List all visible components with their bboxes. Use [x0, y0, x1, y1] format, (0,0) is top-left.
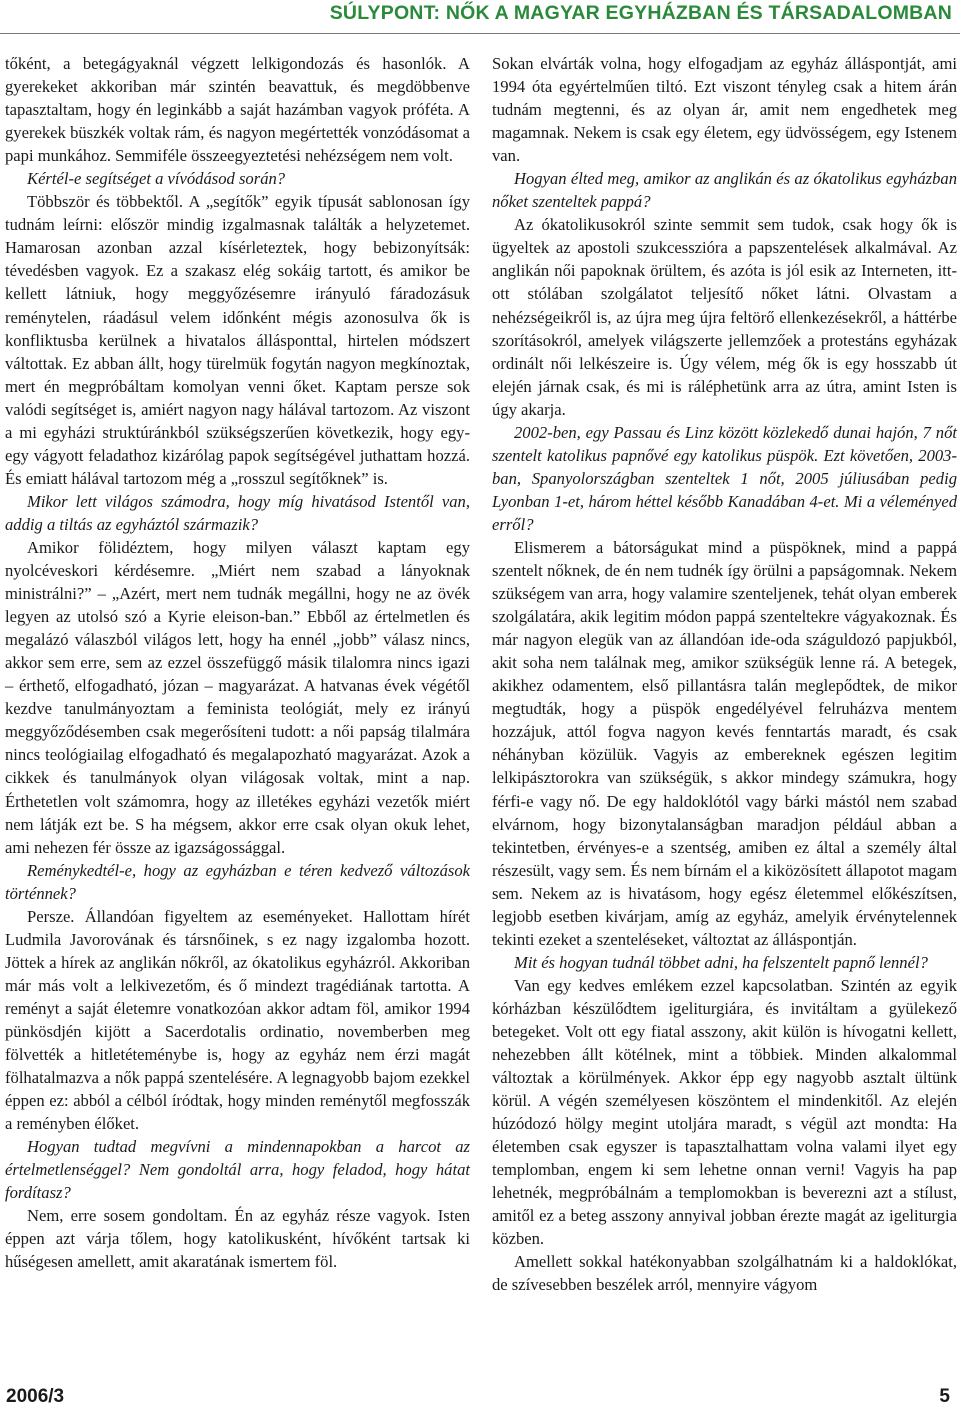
header-rule — [0, 33, 960, 34]
interview-answer: Elismerem a bátorságukat mind a püspöknek, mind a pappá szentelt nőknek, de én nem tudnék így örülni a papságomnak. Nekem szükségem van arra, hogy valamire szenteljenek, tehát olyan emberek szolgálatára, akik legitim módon pappá szenteltekre vágyakoznak. És már nagyon elegük van az állandóan ide-oda száguldozó papjukból, akit soha nem találnak meg, amikor szükségük lenne rá. A betegek, akikhez odamentem, első pillantásra talán meglepődtek, de mikor megtudták, hogy a püspök engedélyével felruházva mentem hozzájuk, attól fogva nagyon kevés fenntartás maradt, és csak néhányban közülük. Vagyis az embereknek egészen legitim lelkipásztorokra van szükségük, s akkor mindegy számukra, hogy férfi-e vagy nő. De egy haldoklótól vagy bárki mástól nem szabad elvárnom, hogy bizonytalanságban maradjon például abban a tekintetben, érvényes-e a szentség, amiben ez által a személy által részesült, vagy sem. És nem bírnám el a kiközösített állapotot magam sem. Nekem az is hivatásom, hogy egész életemmel előkészítsen, legjobb esetben kivárjam, amíg az egyház, amelyik érvénytelennek tekinti ezeket a szenteléseket, változtat az álláspontján. — [492, 537, 957, 949]
left-column — [5, 52, 470, 1273]
interview-question: 2002-ben, egy Passau és Linz között közlekedő dunai hajón, 7 nőt szentelt katolikus papnővé egy katolikus püspök. Ezt követően, 2003-ban, Spanyolországban szenteltek 1 nőt, 2005 júliusában pedig Lyonban 1-et, három héttel később Kanadában 4-et. Mi a véleményed erről? — [492, 422, 957, 534]
interview-answer: Amikor fölidéztem, hogy milyen választ kaptam egy nyolcéveskori kérdésemre. „Miért nem szabad a lányoknak ministrálni?” – „Azért, mert nem tudnák megállni, hogy ne az övék legyen az utolsó szó a Kyrie eleison-ban.” Ebből az értelmetlen és megalázó válaszból világos lett, hogy ha ennél „jobb” válasz nincs, akkor sem erre, sem az ezzel összefüggő másik tilalomra nincs igazi – érthető, elfogadható, józan – magyarázat. A hatvanas évek végétől kezdve tanulmányoztam a feminista teológiát, mely ez irányú meggyőződésemben csak megerősíteni tudott: a női papság tilalmára nincs teológiailag elfogadható és megalapozható magyarázat. Azok a cikkek és tanulmányok olyan világosak voltak, mint a nap. Érthetetlen volt számomra, hogy az illetékes egyházi vezetők miért nem látják ezt be. S ha mégsem, akkor erre csak olyan okuk lehet, ami nehezen fér össze az igazságossággal. — [5, 537, 470, 857]
interview-answer: Sokan elvárták volna, hogy elfogadjam az egyház álláspontját, ami 1994 óta egyértelműen tiltó. Ezt viszont tényleg csak a hitem árán tudnám megtenni, és az olyan ár, amit nem engedhetek meg magamnak. Nekem is csak egy életem, egy üdvösségem, egy Istenem van. — [492, 54, 957, 166]
page-number: 5 — [939, 1386, 950, 1407]
right-column — [492, 52, 957, 1297]
interview-answer: Nem, erre sosem gondoltam. Én az egyház része vagyok. Isten éppen azt várja tőlem, hogy katolikusként, hívőként tartsak ki hűségesen amellett, amit akaratának ismertem föl. — [5, 1206, 470, 1272]
interview-question: Mikor lett világos számodra, hogy míg hivatásod Istentől van, addig a tiltás az egyháztól származik? — [5, 491, 470, 534]
interview-answer: Van egy kedves emlékem ezzel kapcsolatban. Szintén az egyik kórházban készülődtem igeliturgiára, és invitáltam a gyülekező betegeket. Volt ott egy fiatal asszony, akit külön is hívogatni kellett, nehezebben állt kötélnek, mint a többiek. Minden alkalommal változtak a körülmények. Akkor épp egy nagyobb asztalt ültünk körül. A végén személyesen köszöntem el mindenkitől. Az elején húzódozó hölgy megint utoljára maradt, s végül azt mondta: Ha életemben csak egyszer is tapasztalhattam volna valami ilyet egy templomban, engem ki sem lehetne onnan verni! Vagyis ha pap lehetnék, megpróbálnám a templomokban is beverezni azt a stílust, amitől ez a beteg asszony annyival jobban érezte magát az igeliturgia közben. — [492, 975, 957, 1249]
interview-question: Hogyan tudtad megvívni a mindennapokban a harcot az értelmetlenséggel? Nem gondoltál arra, hogy feladod, hogy hátat fordítasz? — [5, 1137, 470, 1203]
interview-question: Hogyan élted meg, amikor az anglikán és az ókatolikus egyházban nőket szenteltek pappá? — [492, 169, 957, 212]
interview-answer: tőként, a betegágyaknál végzett lelkigondozás és hasonlók. A gyerekeket akkoriban már szintén beavattuk, és megdöbbenve tapasztaltam, hogy én leginkább a saját hazámban vagyok próféta. A gyerekek büszkék voltak rám, és nagyon megértették vonzódásomat a papi munkához. Semmiféle összeegyeztetési nehézségem nem volt. — [5, 54, 470, 166]
issue-number: 2006/3 — [6, 1386, 65, 1407]
interview-answer: Amellett sokkal hatékonyabban szolgálhatnám ki a haldoklókat, de szívesebben beszélek arról, mennyire vágyom — [492, 1252, 957, 1295]
interview-answer: Többször és többektől. A „segítők” egyik típusát sablonosan így tudnám leírni: először mindig izgalmasnak találták a helyzetemet. Hamarosan azonban azzal kísérleteztek, hogy bebizonyítsák: tévedésben vagyok. Ez a szakasz elég sokáig tartott, és amikor be kellett látniuk, hogy meggyőzésemre irányuló fáradozásuk reménytelen, ráadásul velem időnként mégis azonosulva ők is konfliktusba kerülnek a hivatalos állásponttal, hirtelen módszert váltottak. Ez abban állt, hogy türelmük fogytán nagyon megkínoztak, mert én megpróbáltam komolyan venni őket. Kaptam persze sok valódi segítséget is, amiért nagyon nagy hálával tartozom. Az viszont a mi egyházi struktúránkból szükségszerűen következik, hogy egy-egy vágyott feladathoz kizárólag papok segítségével juthattam hozzá. És emiatt hálával tartozom még a „rosszul segítőknek” is. — [5, 192, 470, 488]
interview-question: Mit és hogyan tudnál többet adni, ha felszentelt papnő lennél? — [514, 952, 928, 972]
interview-answer: Persze. Állandóan figyeltem az eseményeket. Hallottam hírét Ludmila Javorovának és társnőinek, s ez nagy izgalomba hozott. Jöttek a hírek az anglikán nőkről, az ókatolikus egyházról. Akkoriban már más volt a lelkivezetőm, és ő mindezt tragédiának tartotta. A reményt a saját életemre vonatkozóan akkor adtam föl, amikor 1994 pünkösdjén kijött a Sacerdotalis ordinatio, novemberben meg fölvették a hitletéteménybe is, hogy az egyház nem érzi magát fölhatalmazva a nők pappá szentelésére. A legnagyobb bajom ezekkel éppen ez: abból a célból íródtak, hogy minden reménytől megfosszák a reményben élőket. — [5, 906, 470, 1134]
running-title: SÚLYPONT: NŐK A MAGYAR EGYHÁZBAN ÉS TÁRSADALOMBAN — [329, 2, 952, 24]
interview-question: Kértél-e segítséget a vívódásod során? — [27, 169, 286, 189]
interview-answer: Az ókatolikusokról szinte semmit sem tudok, csak hogy ők is ügyeltek az apostoli szukcesszióra a papszentelések alkalmával. Az anglikán női papoknak örültem, és azóta is jól esik az Interneten, itt-ott stólában szolgálatot teljesítő nőket látni. Olvastam a nehézségeikről is, az újra meg újra feltörő ellenkezésekről, a háttérbe szorításokról, amelyek világszerte jellemzőek a protestáns egyházak ordinált női lelkészeire is. Úgy vélem, még ők is egy hosszabb út elején járnak csak, és mi is ráléphetünk arra az útra, amint Isten is úgy akarja. — [492, 215, 957, 419]
interview-question: Reménykedtél-e, hogy az egyházban e téren kedvező változások történnek? — [5, 860, 470, 903]
